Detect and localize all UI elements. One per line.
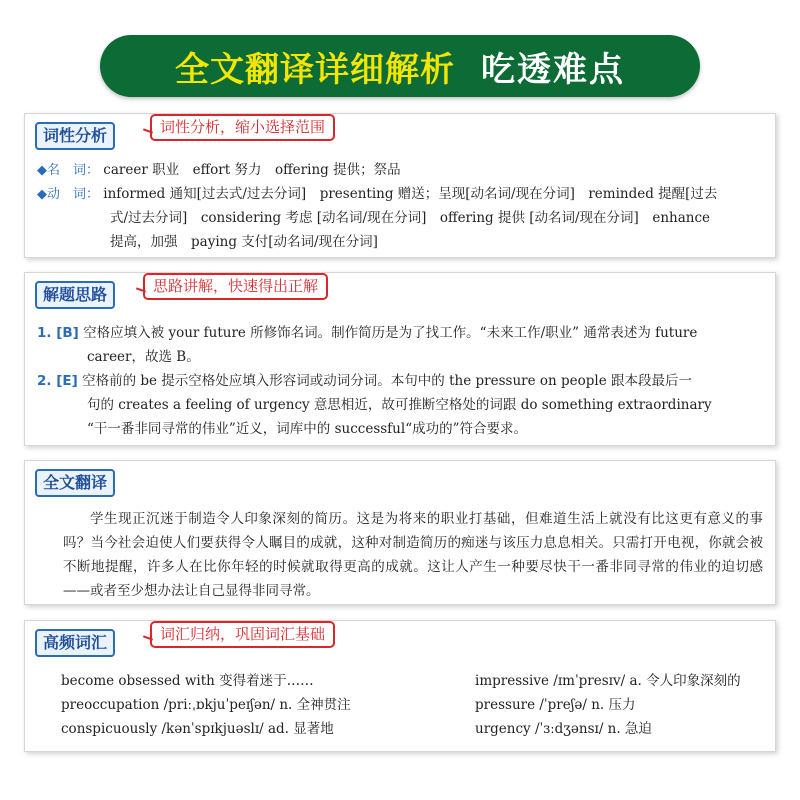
- verb-line-1: informed 通知[过去式/过去分词] presenting 赠送；呈现[动名词/现在分词] reminded 提醒[过去: [103, 186, 718, 202]
- verb-row: [37, 182, 717, 207]
- vocabulary-card: [24, 620, 776, 752]
- vocab-right-2: pressure /ˈpreʃə/ n. 压力: [475, 697, 636, 713]
- vocab-right-1: impressive /ɪmˈpresɪv/ a. 令人印象深刻的: [475, 673, 741, 689]
- pos-analysis-callout: 词性分析，缩小选择范围: [150, 114, 335, 141]
- title-banner: [100, 35, 700, 97]
- question-2-line-3: “干一番非同寻常的伟业”近义，词库中的 successful“成功的”符合要求。: [87, 421, 527, 437]
- vocabulary-callout: 词汇归纳，巩固词汇基础: [150, 621, 335, 648]
- banner-subtitle: 吃透难点: [481, 49, 625, 90]
- question-2-line-1: [37, 369, 692, 393]
- question-1-line-1: [37, 321, 697, 345]
- question-1-text: 空格应填入被 your future 所修饰名词。制作简历是为了找工作。“未来工作/职业” 通常表述为 future: [83, 325, 698, 341]
- solution-ideas-card: [24, 272, 776, 446]
- vocab-left-1: become obsessed with 变得着迷于……: [61, 673, 314, 689]
- pos-analysis-tag: 词性分析: [35, 122, 115, 150]
- pos-analysis-card: [24, 113, 776, 258]
- vocab-left-3: conspicuously /kənˈspɪkjuəslɪ/ ad. 显著地: [61, 721, 334, 737]
- noun-label: ◆名 词：: [37, 163, 99, 178]
- verb-label: ◆动 词：: [37, 187, 99, 202]
- verb-line-3: 提高，加强 paying 支付[动名词/现在分词]: [110, 234, 378, 250]
- question-1-number: 1. [B]: [37, 325, 79, 341]
- vocabulary-tag: 高频词汇: [35, 629, 115, 657]
- full-translation-card: [24, 460, 776, 605]
- verb-line-2: 式/过去分词] considering 考虑 [动名词/现在分词] offering 提供 [动名词/现在分词] enhance: [110, 210, 710, 226]
- solution-ideas-callout: 思路讲解，快速得出正解: [143, 273, 328, 300]
- noun-text: career 职业 effort 努力 offering 提供；祭品: [103, 162, 401, 178]
- question-2-number: 2. [E]: [37, 373, 78, 389]
- banner-main-title: 全文翻译详细解析: [175, 49, 455, 90]
- translation-text: 学生现正沉迷于制造令人印象深刻的简历。这是为将来的职业打基础，但难道生活上就没有比这更有意义的事吗？当今社会迫使人们要获得令人瞩目的成就，这种对制造简历的痴迷与该压力息息相关。只需打开电视，你就会被不断地提醒，许多人在比你年轻的时候就取得更高的成就。这让人产生一种要尽快干一番非同寻常的伟业的迫切感——或者至少想办法让自己显得非同寻常。: [63, 511, 763, 599]
- question-1-line-2: career，故选 B。: [87, 349, 200, 365]
- vocab-left-2: preoccupation /priːˌɒkjuˈpeɪʃən/ n. 全神贯注: [61, 697, 351, 713]
- question-2-line-2: 句的 creates a feeling of urgency 意思相近，故可推断空格处的词跟 do something extraordinary: [87, 397, 712, 413]
- full-translation-tag: 全文翻译: [35, 469, 115, 497]
- vocab-right-3: urgency /ˈɜːdʒənsɪ/ n. 急迫: [475, 721, 652, 737]
- solution-ideas-tag: 解题思路: [35, 281, 115, 309]
- noun-row: [37, 158, 401, 183]
- question-2-text: 空格前的 be 提示空格处应填入形容词或动词分词。本句中的 the pressure on people 跟本段最后一: [82, 373, 692, 389]
